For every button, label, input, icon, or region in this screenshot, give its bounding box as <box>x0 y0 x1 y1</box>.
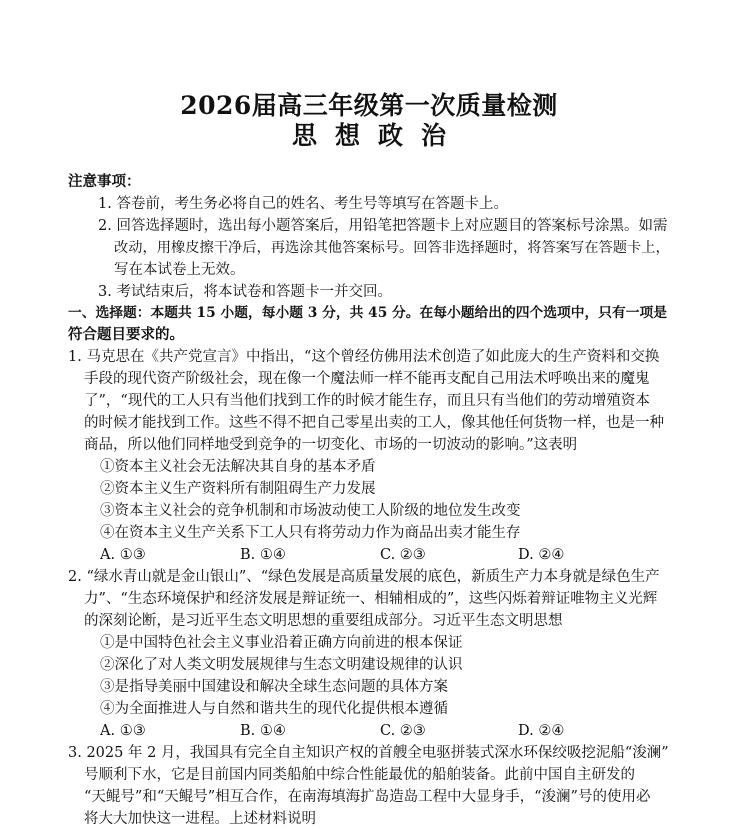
notice-line: 改动，用橡皮擦干净后，再选涂其他答案标号。回答非选择题时，将答案写在答题卡上， <box>114 240 670 256</box>
question-1-option-b: B. ①④ <box>240 547 286 563</box>
section-heading-cont: 符合题目要求的。 <box>68 326 184 343</box>
exam-title: 2026届高三年级第一次质量检测 <box>180 91 558 120</box>
question-1-item: ④在资本主义生产关系下工人只有将劳动力作为商品出卖才能生存 <box>100 525 521 541</box>
notice-line: 1. 答卷前，考生务必将自己的姓名、考生号等填写在答题卡上。 <box>98 196 508 212</box>
question-1-item: ②资本主义生产资料所有制阻碍生产力发展 <box>100 481 376 497</box>
question-3-stem: 号顺利下水，它是目前国内同类船舶中综合性能最优的船舶装备。此前中国自主研发的 <box>84 767 635 783</box>
question-1-stem: 的时候才能找到工作。这些不得不把自己零星出卖的工人，像其他任何货物一样，也是一种 <box>84 415 664 431</box>
notice-line: 3. 考试结束后，将本试卷和答题卡一并交回。 <box>98 284 392 300</box>
question-2-item: ④为全面推进人与自然和谐共生的现代化提供根本遵循 <box>100 701 448 717</box>
question-1-stem: 了”，“现代的工人只有当他们找到工作的时候才能生存，而且只有当他们的劳动增殖资本 <box>84 393 650 409</box>
question-1-stem: 商品，所以他们同样地受到竞争的一切变化、市场的一切波动的影响。”这表明 <box>84 437 578 453</box>
question-1-item: ③资本主义社会的竞争机制和市场波动使工人阶级的地位发生改变 <box>100 503 521 519</box>
question-1-item: ①资本主义社会无法解决其自身的基本矛盾 <box>100 459 376 475</box>
section-heading: 一、选择题：本题共 15 小题，每小题 3 分，共 45 分。在每小题给出的四个选项中，只有一项是 <box>68 305 668 321</box>
question-1-stem: 1. 马克思在《共产党宣言》中指出，“这个曾经仿佛用法术创造了如此庞大的生产资料和交换 <box>68 349 660 365</box>
question-2-option-b: B. ①④ <box>240 723 286 739</box>
question-2-option-c: C. ②③ <box>380 723 426 739</box>
question-1-option-a: A. ①③ <box>100 547 146 563</box>
question-2-stem: 的深刻论断，是习近平生态文明思想的重要组成部分。习近平生态文明思想 <box>84 613 563 629</box>
question-3-stem: 将大大加快这一进程。上述材料说明 <box>84 811 316 827</box>
question-2-item: ②深化了对人类文明发展规律与生态文明建设规律的认识 <box>100 657 463 673</box>
question-2-item: ③是指导美丽中国建设和解决全球生态问题的具体方案 <box>100 679 448 695</box>
notice-line: 2. 回答选择题时，选出每小题答案后，用铅笔把答题卡上对应题目的答案标号涂黑。如需 <box>98 218 668 234</box>
question-2-option-a: A. ①③ <box>100 723 146 739</box>
notice-heading: 注意事项： <box>68 173 141 190</box>
question-2-stem: 力”、“生态环境保护和经济发展是辩证统一、相辅相成的”，这些闪烁着辩证唯物主义光辉 <box>84 591 658 607</box>
question-1-stem: 手段的现代资产阶级社会，现在像一个魔法师一样不能再支配自己用法术呼唤出来的魔鬼 <box>84 371 650 387</box>
question-2-item: ①是中国特色社会主义事业沿着正确方向前进的根本保证 <box>100 635 463 651</box>
question-3-stem: “天鲲号”和“天鲲号”相互合作，在南海填海扩岛造岛工程中大显身手，“浚澜”号的使用必 <box>84 789 651 805</box>
subject-title: 思想政治 <box>291 121 464 150</box>
question-3-stem: 3. 2025 年 2 月，我国具有完全自主知识产权的首艘全电驱拼装式深水环保绞吸挖泥船“浚澜” <box>68 745 669 761</box>
question-1-option-d: D. ②④ <box>518 547 565 563</box>
question-2-stem: 2. “绿水青山就是金山银山”、“绿色发展是高质量发展的底色，新质生产力本身就是绿色生产 <box>68 569 660 585</box>
question-2-option-d: D. ②④ <box>518 723 565 739</box>
question-1-option-c: C. ②③ <box>380 547 426 563</box>
notice-line: 写在本试卷上无效。 <box>114 262 245 278</box>
